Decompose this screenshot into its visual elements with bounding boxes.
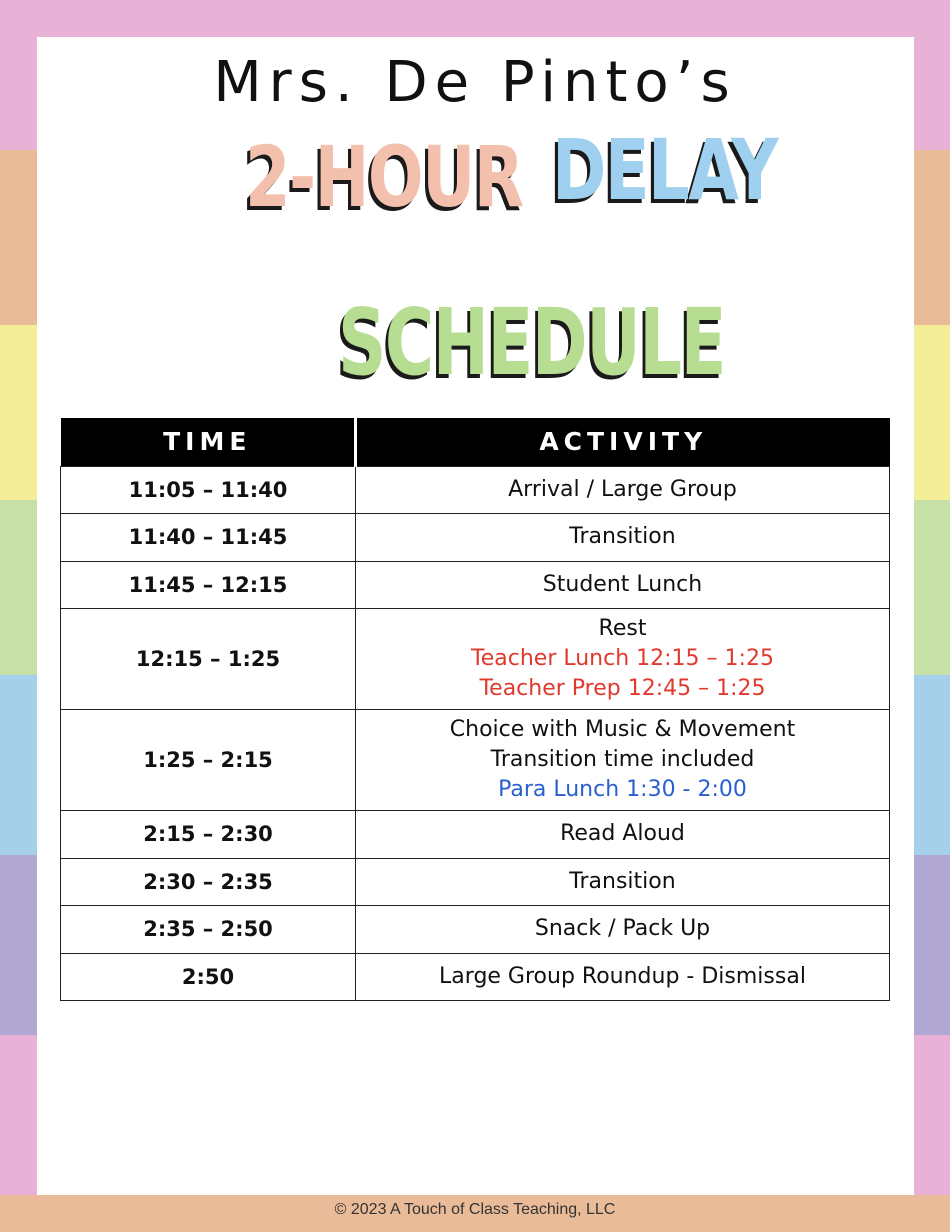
time-cell: 2:35 – 2:50 — [61, 906, 356, 954]
activity-text: Student Lunch — [542, 571, 703, 597]
teacher-lunch-note: Teacher Lunch 12:15 – 1:25 — [471, 646, 774, 671]
activity-cell — [356, 811, 890, 859]
table-row — [61, 858, 890, 906]
activity-cell — [356, 953, 890, 1001]
table-row — [61, 953, 890, 1001]
activity-cell — [356, 906, 890, 954]
time-cell: 2:30 – 2:35 — [61, 858, 356, 906]
activity-text: Transition — [569, 868, 676, 894]
activity-text: Read Aloud — [560, 821, 685, 847]
col-header-time: TIME — [61, 418, 356, 466]
title-two-hour: 2-HOUR — [245, 128, 523, 226]
activity-cell — [356, 609, 890, 710]
activity-text: Rest — [598, 616, 647, 641]
time-cell: 2:15 – 2:30 — [61, 811, 356, 859]
activity-cell — [356, 710, 890, 811]
activity-cell — [356, 466, 890, 514]
activity-cell — [356, 858, 890, 906]
table-row — [61, 609, 890, 710]
activity-text: Large Group Roundup - Dismissal — [439, 963, 806, 989]
time-cell: 11:05 – 11:40 — [61, 466, 356, 514]
table-row — [61, 710, 890, 811]
activity-text: Snack / Pack Up — [534, 916, 711, 942]
activity-text: Choice with Music & Movement — [449, 717, 796, 742]
time-cell: 2:50 — [61, 953, 356, 1001]
teacher-prep-note: Teacher Prep 12:45 – 1:25 — [479, 676, 766, 701]
table-row — [61, 561, 890, 609]
time-cell: 12:15 – 1:25 — [61, 609, 356, 710]
col-header-activity: ACTIVITY — [356, 418, 890, 466]
title-schedule: SCHEDULE — [338, 289, 726, 396]
title-delay: DELAY — [552, 121, 777, 219]
time-cell: 1:25 – 2:15 — [61, 710, 356, 811]
para-lunch-note: Para Lunch 1:30 - 2:00 — [498, 777, 747, 802]
activity-subtext: Transition time included — [490, 747, 755, 772]
time-cell: 11:40 – 11:45 — [61, 514, 356, 562]
activity-cell — [356, 561, 890, 609]
activity-text: Transition — [569, 524, 676, 550]
table-row — [61, 466, 890, 514]
activity-text: Arrival / Large Group — [508, 476, 737, 502]
table-row — [61, 514, 890, 562]
owner-title: Mrs. De Pinto’s — [213, 50, 737, 115]
copyright-footer: © 2023 A Touch of Class Teaching, LLC — [334, 1201, 616, 1218]
table-row — [61, 906, 890, 954]
schedule-table — [60, 418, 890, 1001]
table-header-row — [61, 418, 890, 466]
time-cell: 11:45 – 12:15 — [61, 561, 356, 609]
table-row — [61, 811, 890, 859]
activity-cell — [356, 514, 890, 562]
